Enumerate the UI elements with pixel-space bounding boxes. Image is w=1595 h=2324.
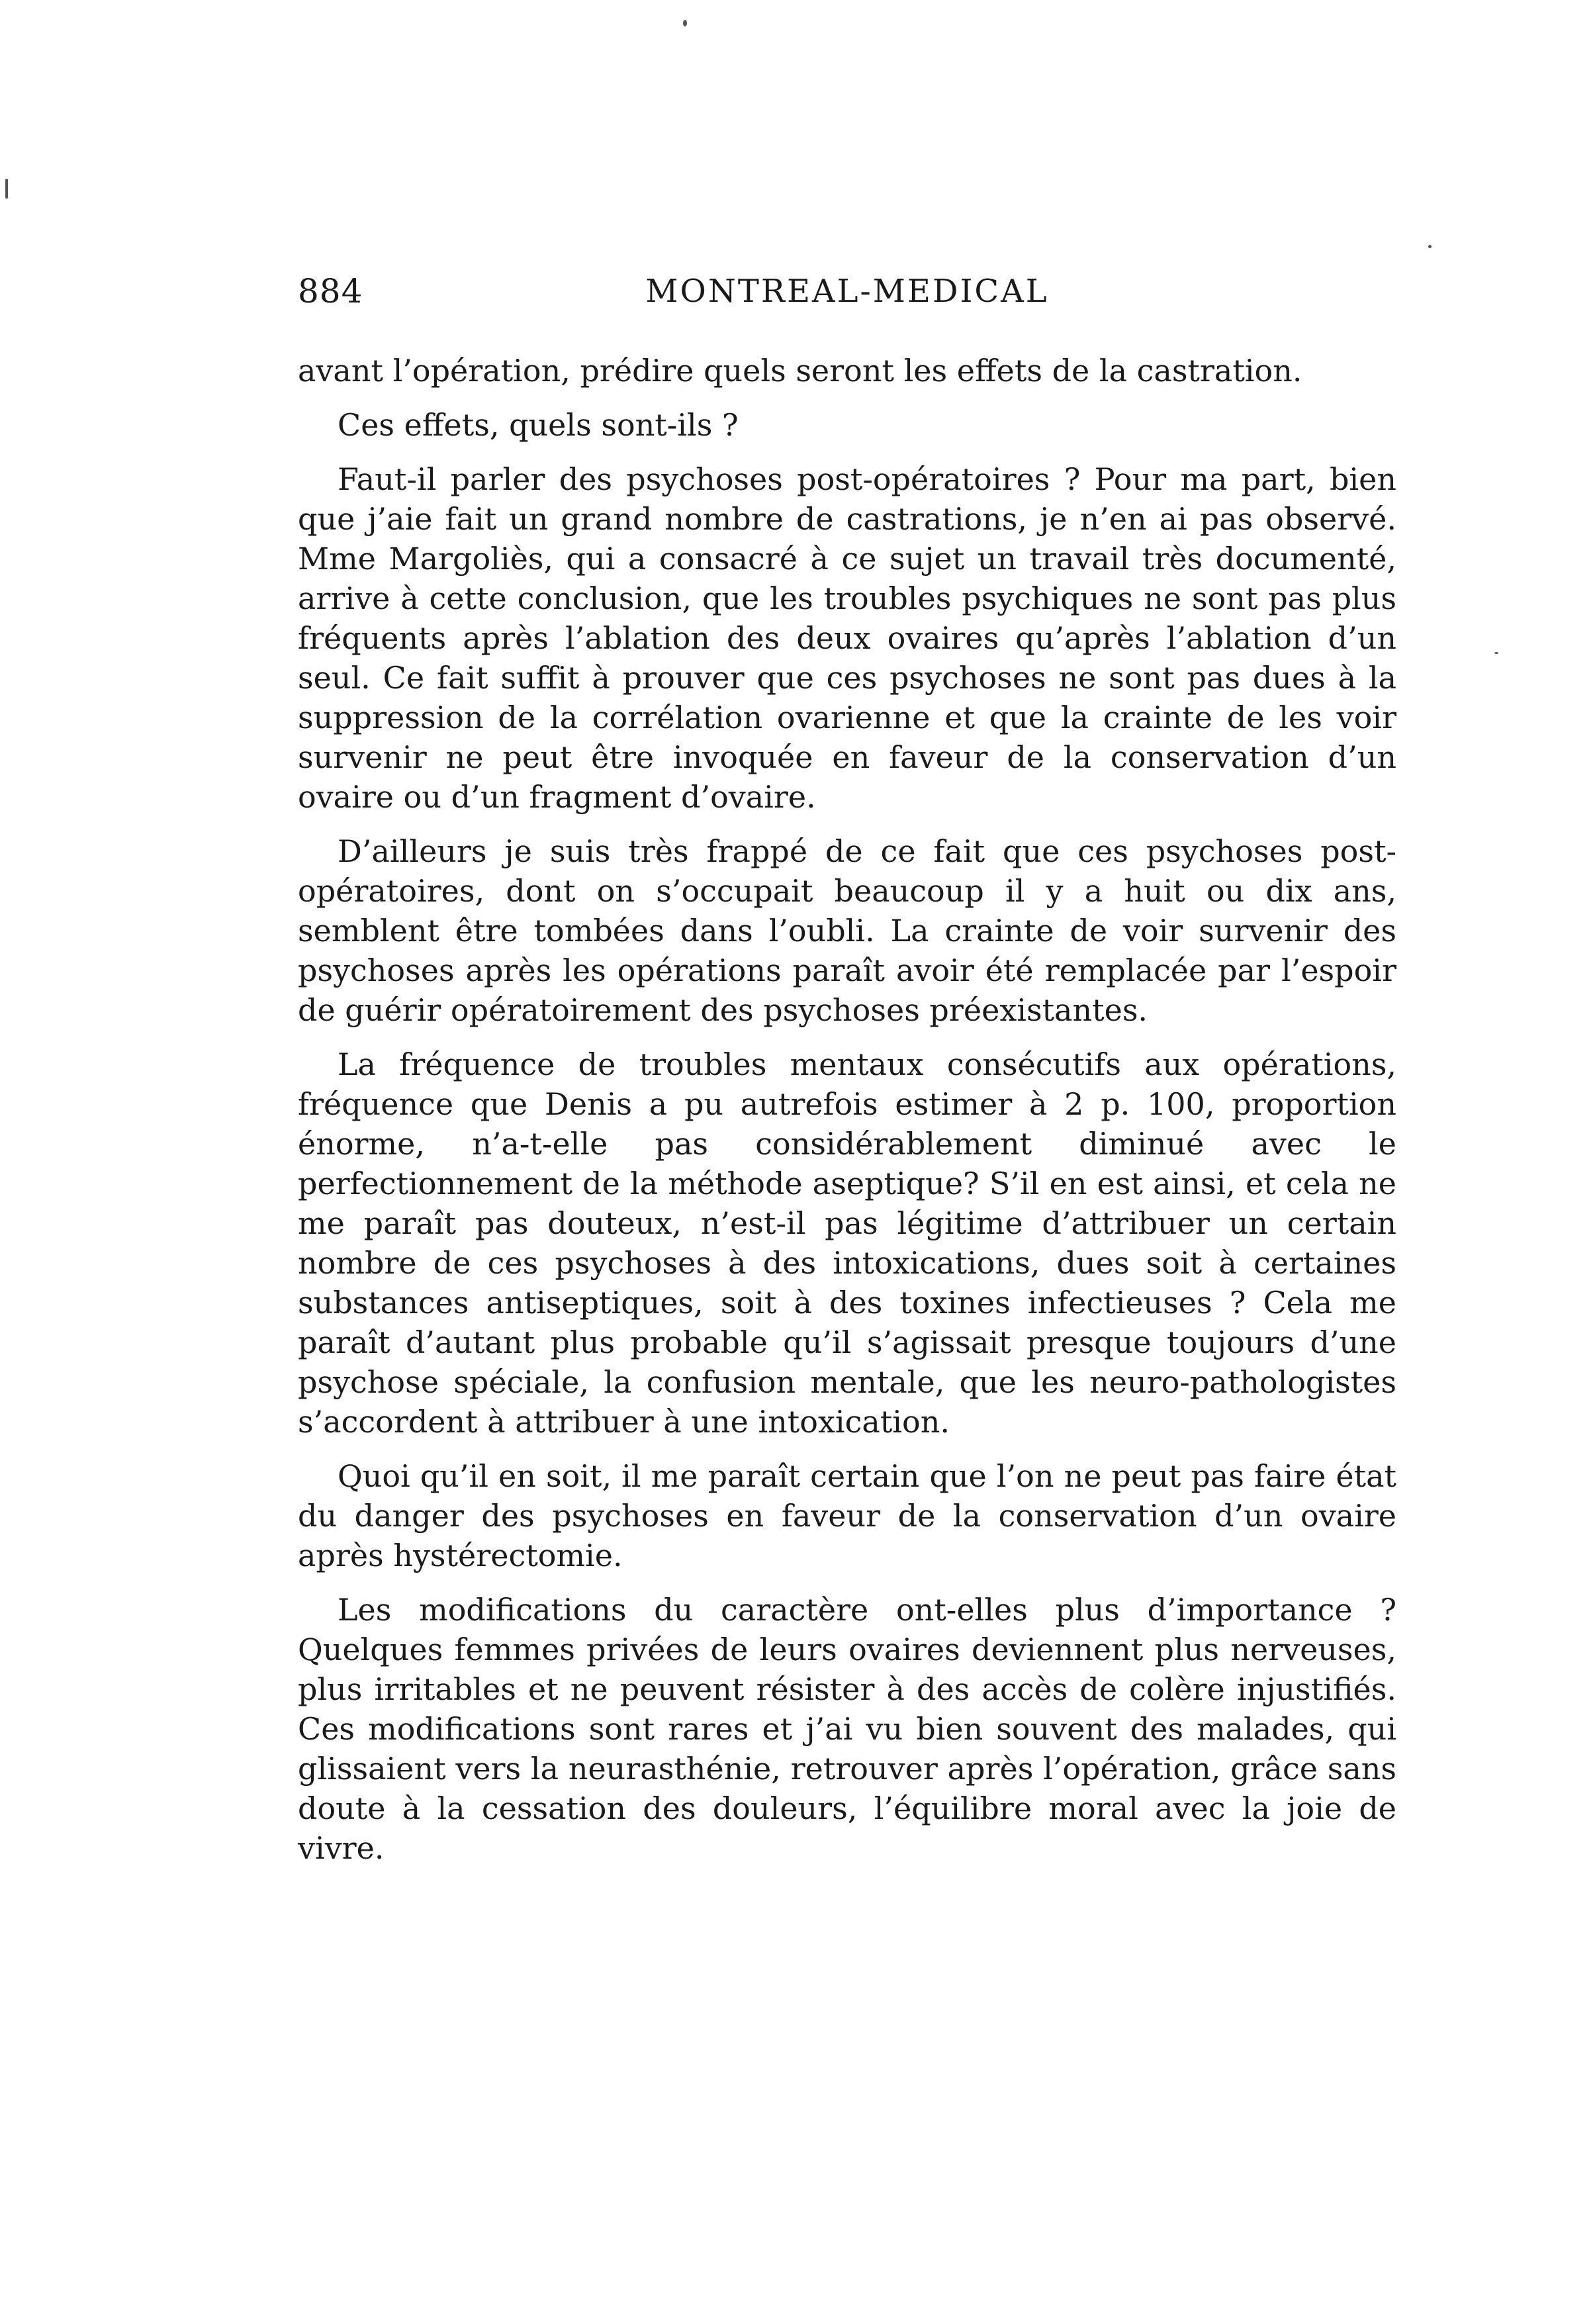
paragraph-psychoses: Faut-il parler des psychoses post-opératoires ? Pour ma part, bien que j’aie fait un grand nombre de castrations, je n’en ai pas observé. Mme Margoliès, qui a consacré à ce sujet un travail très documenté, arrive à cette conclusion, que les troubles psychiques ne sont pas plus fréquents après l’ablation des deux ovaires qu’après l’ablation d’un seul. Ce fait suffit à prouver que ces psychoses ne sont pas dues à la suppression de la corrélation ovarienne et que la crainte de les voir survenir ne peut être invoquée en faveur de la conservation d’un ovaire ou d’un fragment d’ovaire. (298, 461, 1396, 815)
paragraph-question: Ces effets, quels sont-ils ? (338, 407, 739, 443)
scan-speck (5, 179, 8, 199)
paragraph-conclusion: Quoi qu’il en soit, il me paraît certain que l’on ne peut pas faire état du danger des psychoses en faveur de la conservation d’un ovaire après hystérectomie. (298, 1458, 1396, 1573)
scan-speck (683, 20, 687, 26)
paragraph-continuation: avant l’opération, prédire quels seront les effets de la castration. (298, 353, 1302, 389)
body-text (298, 351, 1396, 1882)
page-header (298, 265, 1396, 318)
paragraph-frequence: La fréquence de troubles mentaux consécutifs aux opérations, fréquence que Denis a pu autrefois estimer à 2 p. 100, proportion énorme, n’a-t-elle pas considérablement diminué avec le perfectionnement de la méthode aseptique? S’il en est ainsi, et cela ne me paraît pas douteux, n’est-il pas légitime d’attribuer un certain nombre de ces psychoses à des intoxications, dues soit à certaines substances antiseptiques, soit à des toxines infectieuses ? Cela me paraît d’autant plus probable qu’il s’agissait presque toujours d’une psychose spéciale, la confusion mentale, que les neuro-pathologistes s’accordent à attribuer à une intoxication. (298, 1046, 1396, 1440)
paragraph-caractere: Les modifications du caractère ont-elles plus d’importance ? Quelques femmes privées de leurs ovaires deviennent plus nerveuses, plus irritables et ne peuvent résister à des accès de colère injustifiés. Ces modifications sont rares et j’ai vu bien souvent des malades, qui glissaient vers la neurasthénie, retrouver après l’opération, grâce sans doute à la cessation des douleurs, l’équilibre moral avec la joie de vivre. (298, 1592, 1396, 1866)
page-number: 884 (298, 272, 363, 310)
paragraph-oubli: D’ailleurs je suis très frappé de ce fait que ces psychoses post-opératoires, dont on s’occupait beaucoup il y a huit ou dix ans, semblent être tombées dans l’oubli. La crainte de voir survenir des psychoses après les opérations paraît avoir été remplacée par l’espoir de guérir opératoirement des psychoses préexistantes. (298, 833, 1396, 1028)
scan-speck (1494, 652, 1498, 654)
running-title: MONTREAL-MEDICAL (645, 273, 1049, 310)
scan-speck (1428, 245, 1432, 248)
